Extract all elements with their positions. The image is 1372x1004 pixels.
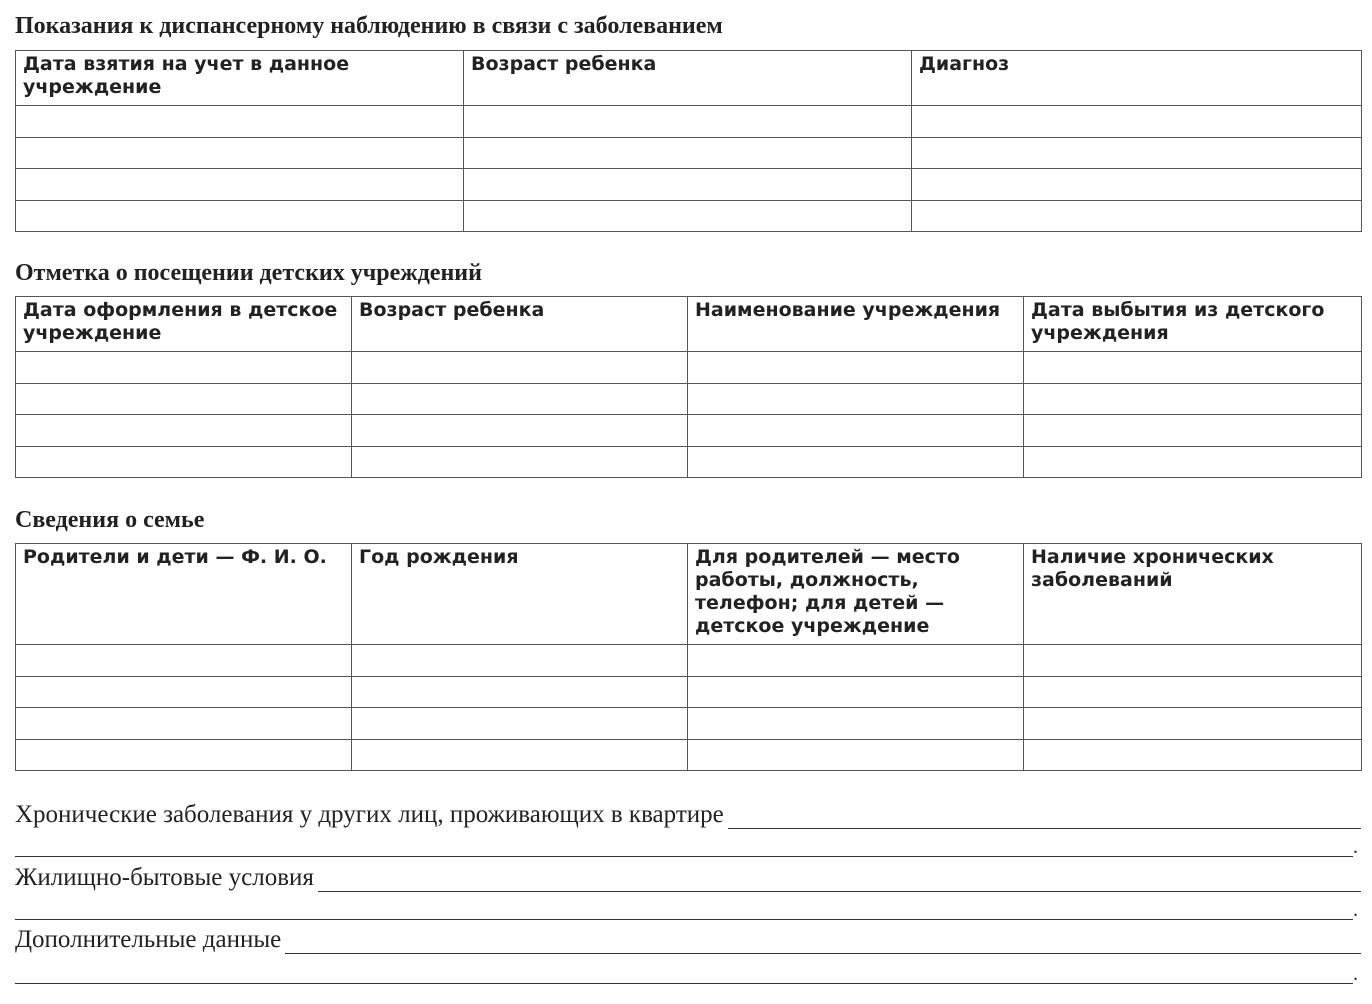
table-row <box>16 383 1362 415</box>
table-cell[interactable] <box>688 739 1024 771</box>
chronic-others-continuation <box>15 823 1361 857</box>
table-cell[interactable] <box>912 106 1362 138</box>
table-cell[interactable] <box>1024 708 1362 740</box>
table-row <box>16 739 1362 771</box>
table-cell[interactable] <box>688 415 1024 447</box>
header-enrollment-date: Дата оформления в детское учреждение <box>16 297 352 352</box>
chronic-others-label: Хронические заболевания у других лиц, проживающих в квартире <box>15 801 724 828</box>
table-cell[interactable] <box>16 106 464 138</box>
header-birth-year: Год рождения <box>352 544 688 645</box>
table-cell[interactable] <box>464 200 912 232</box>
table-cell[interactable] <box>16 137 464 169</box>
additional-continuation <box>15 950 1361 984</box>
table-cell[interactable] <box>464 169 912 201</box>
table-cell[interactable] <box>1024 645 1362 677</box>
table-cell[interactable] <box>1024 352 1362 384</box>
family-table <box>15 543 1362 771</box>
table-cell[interactable] <box>688 645 1024 677</box>
section-title-family: Сведения о семье <box>15 507 205 533</box>
table-cell[interactable] <box>16 200 464 232</box>
table-row <box>16 200 1362 232</box>
table-cell[interactable] <box>464 137 912 169</box>
section-title-institutions: Отметка о посещении детских учреждений <box>15 260 482 286</box>
table-cell[interactable] <box>352 676 688 708</box>
table-cell[interactable] <box>16 708 352 740</box>
line-end-mark: . <box>1353 836 1358 858</box>
dispensary-table <box>15 50 1362 232</box>
table-cell[interactable] <box>16 352 352 384</box>
additional-continuation-line[interactable] <box>15 950 1353 984</box>
table-cell[interactable] <box>912 200 1362 232</box>
table-cell[interactable] <box>352 446 688 478</box>
header-institution-name: Наименование учреждения <box>688 297 1024 352</box>
table-cell[interactable] <box>352 645 688 677</box>
header-registration-date: Дата взятия на учет в данное учреждение <box>16 51 464 106</box>
table-cell[interactable] <box>16 739 352 771</box>
section-title-dispensary: Показания к диспансерному наблюдению в связи с заболеванием <box>15 13 723 39</box>
table-row <box>16 106 1362 138</box>
institutions-table <box>15 296 1362 478</box>
table-cell[interactable] <box>464 106 912 138</box>
table-cell[interactable] <box>16 446 352 478</box>
table-header-row <box>16 51 1362 106</box>
table-row <box>16 676 1362 708</box>
additional-field <box>15 920 1361 954</box>
table-cell[interactable] <box>352 415 688 447</box>
table-cell[interactable] <box>688 446 1024 478</box>
table-row <box>16 415 1362 447</box>
header-workplace: Для родителей — место работы, должность, телефон; для детей — детское учреждение <box>688 544 1024 645</box>
additional-input-line[interactable] <box>285 920 1361 954</box>
header-departure-date: Дата выбытия из детского учреждения <box>1024 297 1362 352</box>
housing-label: Жилищно-бытовые условия <box>15 864 314 891</box>
table-cell[interactable] <box>688 383 1024 415</box>
table-row <box>16 708 1362 740</box>
table-row <box>16 645 1362 677</box>
table-header-row <box>16 297 1362 352</box>
housing-continuation <box>15 886 1361 920</box>
table-cell[interactable] <box>16 415 352 447</box>
table-cell[interactable] <box>352 708 688 740</box>
table-cell[interactable] <box>1024 383 1362 415</box>
header-child-age: Возраст ребенка <box>352 297 688 352</box>
table-cell[interactable] <box>912 137 1362 169</box>
table-row <box>16 352 1362 384</box>
table-cell[interactable] <box>16 645 352 677</box>
table-cell[interactable] <box>912 169 1362 201</box>
table-row <box>16 446 1362 478</box>
line-end-mark: . <box>1353 963 1358 985</box>
table-cell[interactable] <box>16 169 464 201</box>
table-cell[interactable] <box>352 739 688 771</box>
chronic-others-continuation-line[interactable] <box>15 823 1353 857</box>
table-cell[interactable] <box>352 352 688 384</box>
table-cell[interactable] <box>16 676 352 708</box>
header-chronic-diseases: Наличие хронических заболеваний <box>1024 544 1362 645</box>
table-cell[interactable] <box>1024 415 1362 447</box>
table-cell[interactable] <box>688 676 1024 708</box>
table-header-row <box>16 544 1362 645</box>
table-row <box>16 169 1362 201</box>
table-cell[interactable] <box>1024 739 1362 771</box>
table-cell[interactable] <box>1024 446 1362 478</box>
table-cell[interactable] <box>688 708 1024 740</box>
header-family-names: Родители и дети — Ф. И. О. <box>16 544 352 645</box>
line-end-mark: . <box>1353 899 1358 921</box>
table-cell[interactable] <box>688 352 1024 384</box>
header-child-age: Возраст ребенка <box>464 51 912 106</box>
table-row <box>16 137 1362 169</box>
table-cell[interactable] <box>16 383 352 415</box>
header-diagnosis: Диагноз <box>912 51 1362 106</box>
housing-continuation-line[interactable] <box>15 886 1353 920</box>
table-cell[interactable] <box>1024 676 1362 708</box>
additional-label: Дополнительные данные <box>15 926 282 953</box>
table-cell[interactable] <box>352 383 688 415</box>
